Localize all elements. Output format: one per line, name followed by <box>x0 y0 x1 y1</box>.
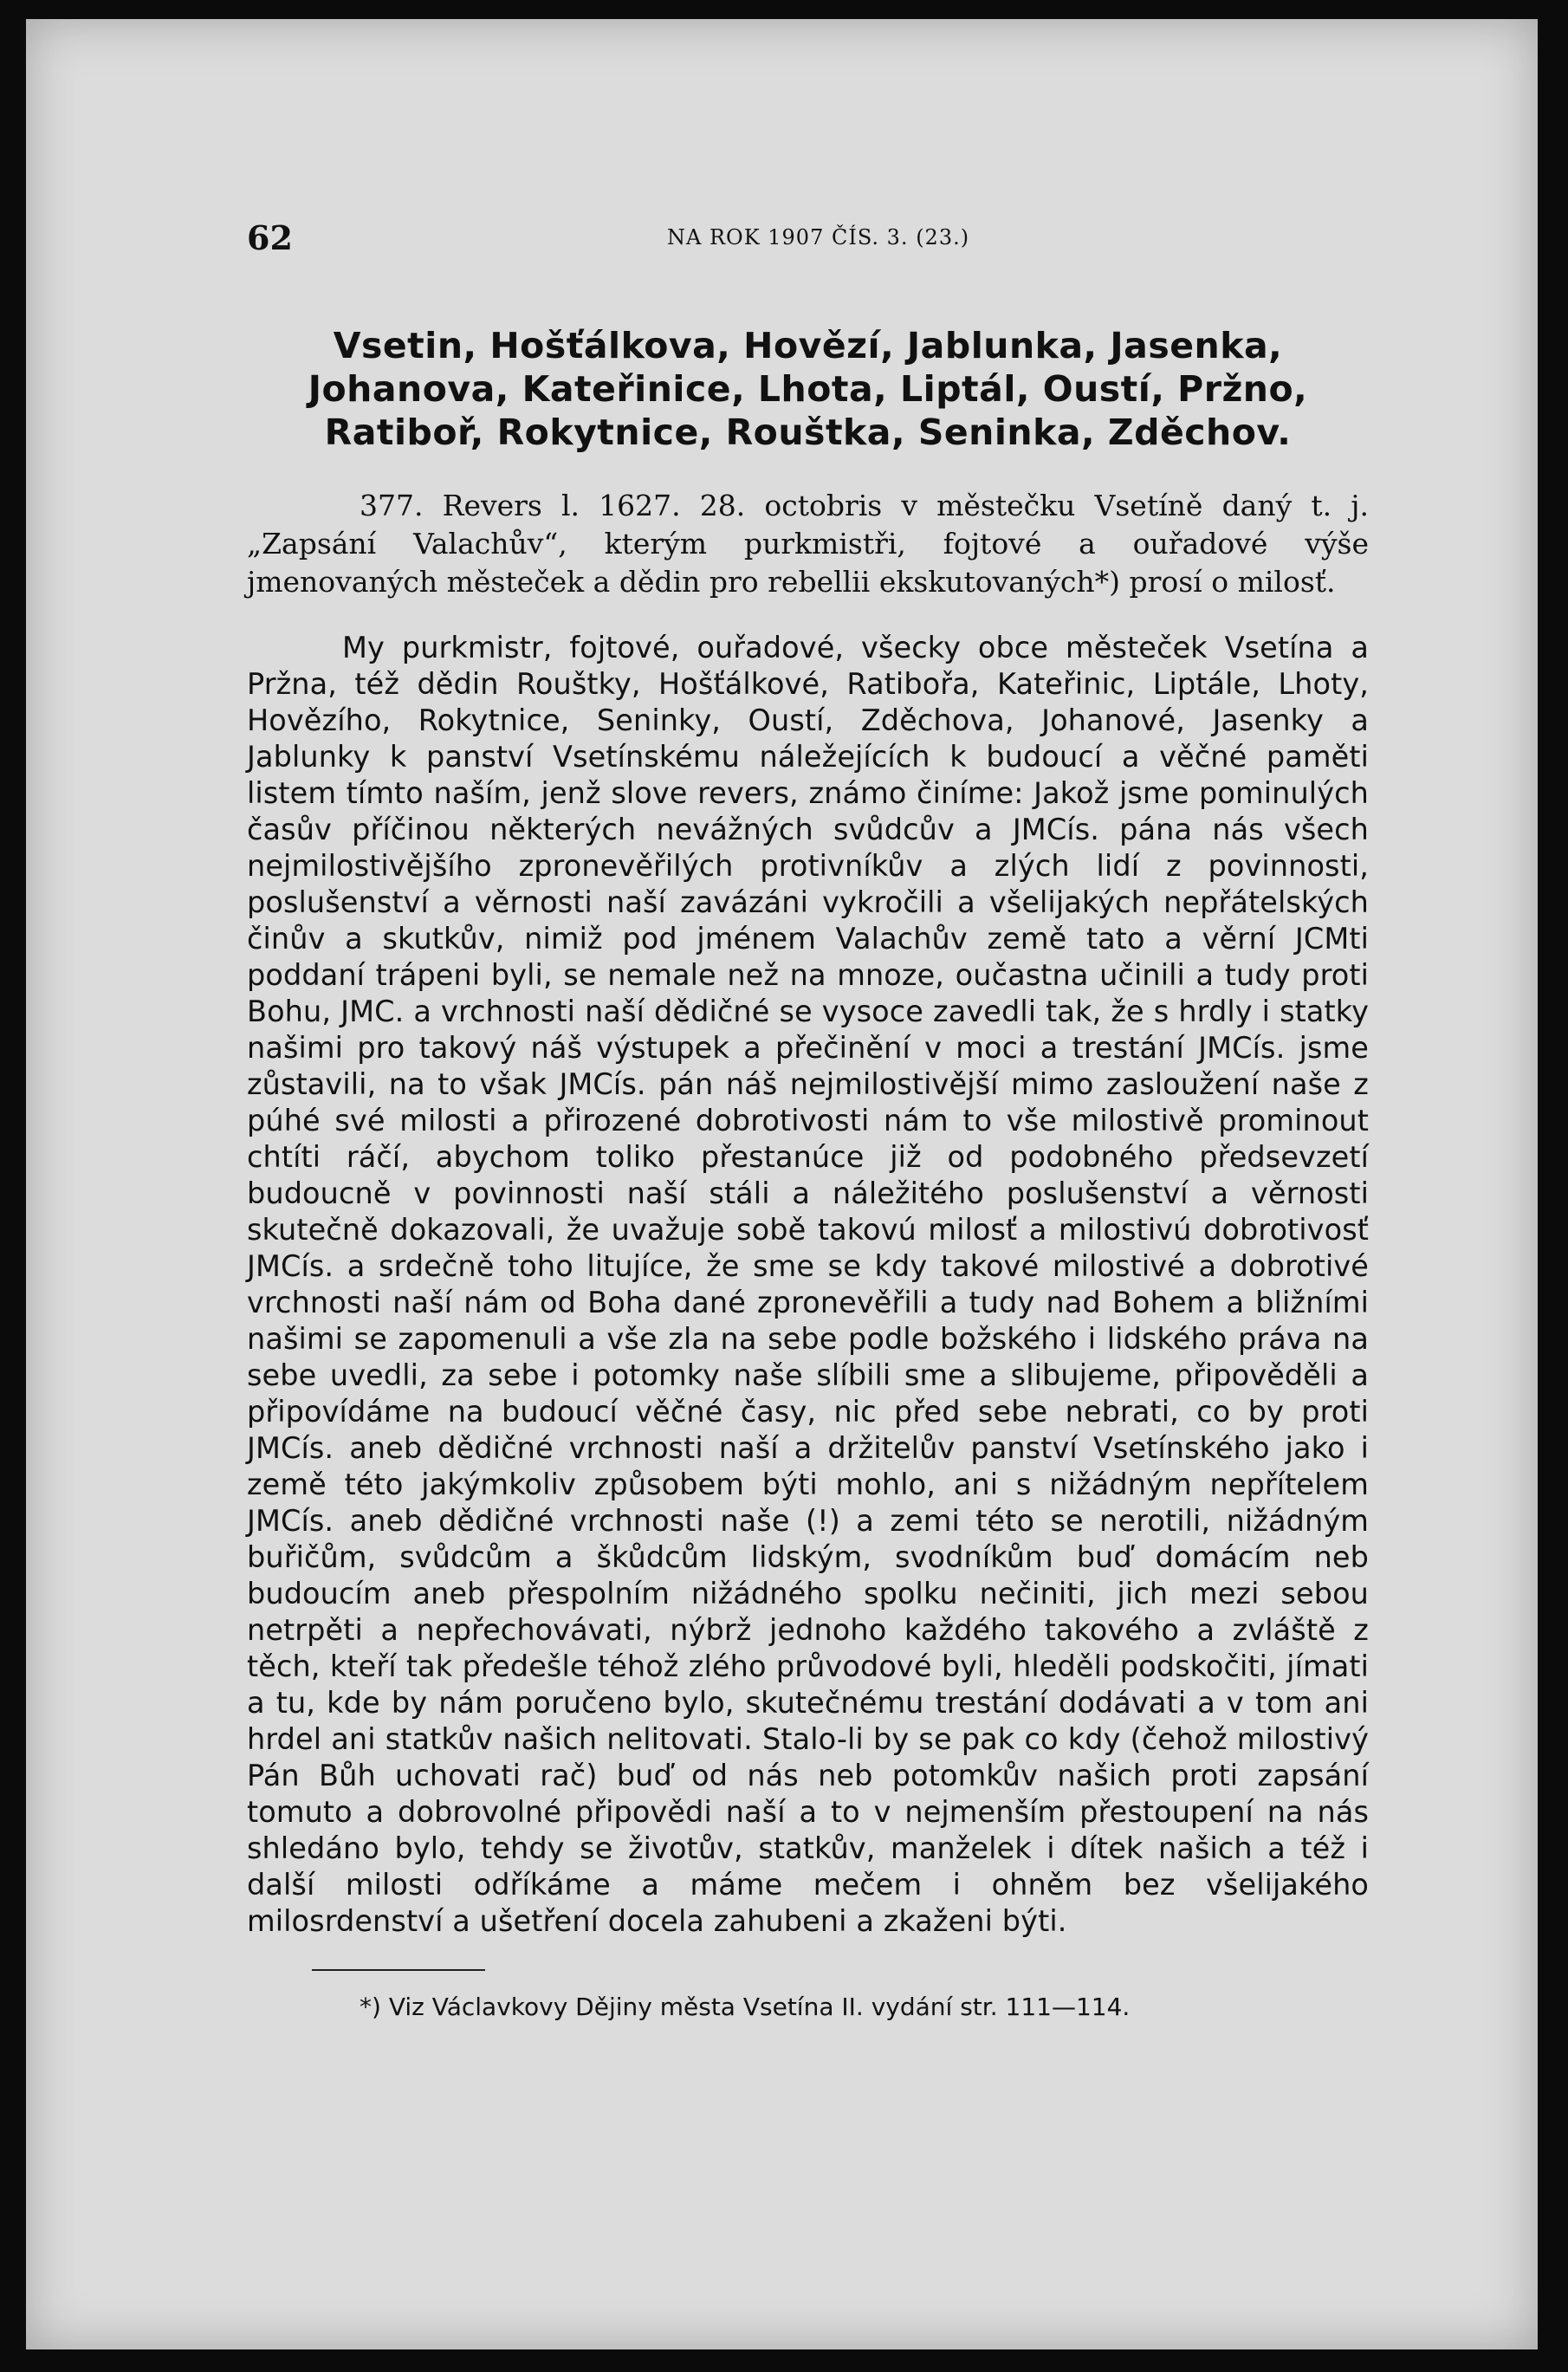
document-heading: 377. Revers l. 1627. 28. octobris v městečku Vsetíně daný t. j. „Zapsání Valachův“, kterým purkmistři, fojtové a ouřadové výše jmenovaných městeček a dědin pro rebellii ekskutovaných*) prosí o milosť. <box>247 489 1369 599</box>
page-content <box>247 192 1369 2023</box>
page-header <box>247 192 1369 257</box>
body-paragraph: My purkmistr, fojtové, ouřadové, všecky obce městeček Vsetína a Pržna, též dědin Rouštky, Hošťálkové, Ratibořa, Kateřinic, Liptále, Lhoty, Hovězího, Rokytnice, Seninky, Oustí, Zděchova, Johanové, Jasenky a Jablunky k panství Vsetínskému náležejících k budoucí a věčné paměti listem tímto naším, jenž slove revers, známo činíme: Jakož jsme pominulých časův příčinou některých nevážných svůdcův a JMCís. pána nás všech nejmilostivějšího zpronevěřilých protivníkův a zlých lidí z povinnosti, poslušenství a věrnosti naší zavázáni vykročili a všelijakých nepřátelských činův a skutkův, nimiž pod jménem Valachův země tato a věrní JCMti poddaní trápeni byli, se nemale než na mnoze, oučastna učinili a tudy proti Bohu, JMC. a vrchnosti naší dědičné se vysoce zavedli tak, že s hrdly i statky našimi pro takový náš výstupek a přečinění v moci a trestání JMCís. jsme zůstavili, na to však JMCís. pán náš nejmilostivější mimo zasloužení naše z púhé své milosti a přirozené dobrotivosti nám to vše milostivě prominout chtíti ráčí, abychom toliko přestanúce již od podobného předsevzetí budoucně v povinnosti naší stáli a náležitého poslušenství a věrnosti skutečně dokazovali, že uvažuje sobě takovú milosť a milostivú dobrotivosť JMCís. a srdečně toho litujíce, že sme se kdy takové milostivé a dobrotivé vrchnosti naší nám od Boha dané zpronevěřili a tudy nad Bohem a bližními našimi se zapomenuli a vše zla na sebe podle božského i lidského práva na sebe uvedli, za sebe i potomky naše slíbili sme a slibujeme, připověděli a připovídáme na budoucí věčné časy, nic před sebe nebrati, co by proti JMCís. aneb dědičné vrchnosti naší a držitelův panství Vsetínského jako i země této jakýmkoliv způsobem býti mohlo, ani s nižádným nepřítelem JMCís. aneb dědičné vrchnosti naše (!) a zemi této se nerotili, nižádným buřičům, svůdcům a škůdcům lidským, svodníkům buď domácím neb budoucím aneb přespolním nižádného spolku nečiniti, jich mezi sebou netrpěti a nepřechovávati, nýbrž jednoho každého takového a zvláště z těch, kteří tak předešle téhož zlého průvodové byli, hleděli podskočiti, jímati a tu, kde by nám poručeno bylo, skutečnému trestání dodávati a v tom ani hrdel ani statkův našich nelitovati. Stalo-li by se pak co kdy (čehož milostivý Pán Bůh uchovati rač) buď od nás neb potomkův našich proti zapsání tomuto a dobrovolné připovědi naší a to v nejmenším přestoupení na nás shledáno bylo, tehdy se životův, statkův, manželek i dítek našich a též i další milosti odříkáme a máme mečem i ohněm bez všelijakého milosrdenství a ušetření docela zahubeni a zkaženi býti. <box>247 631 1369 1938</box>
page-number: 62 <box>247 218 293 257</box>
footnote: *) Viz Václavkovy Dějiny města Vsetína II. vydání str. 111—114. <box>360 1992 1131 2021</box>
scanned-page <box>26 19 1538 2349</box>
footnote-divider <box>312 1969 485 1971</box>
running-head: NA ROK 1907 ČÍS. 3. (23.) <box>667 225 970 250</box>
section-title: Vsetin, Hošťálkova, Hovězí, Jablunka, Jasenka, Johanova, Kateřinice, Lhota, Liptál, Oustí, Pržno, Ratiboř, Rokytnice, Rouštka, Seninka, Zděchov. <box>308 325 1308 453</box>
